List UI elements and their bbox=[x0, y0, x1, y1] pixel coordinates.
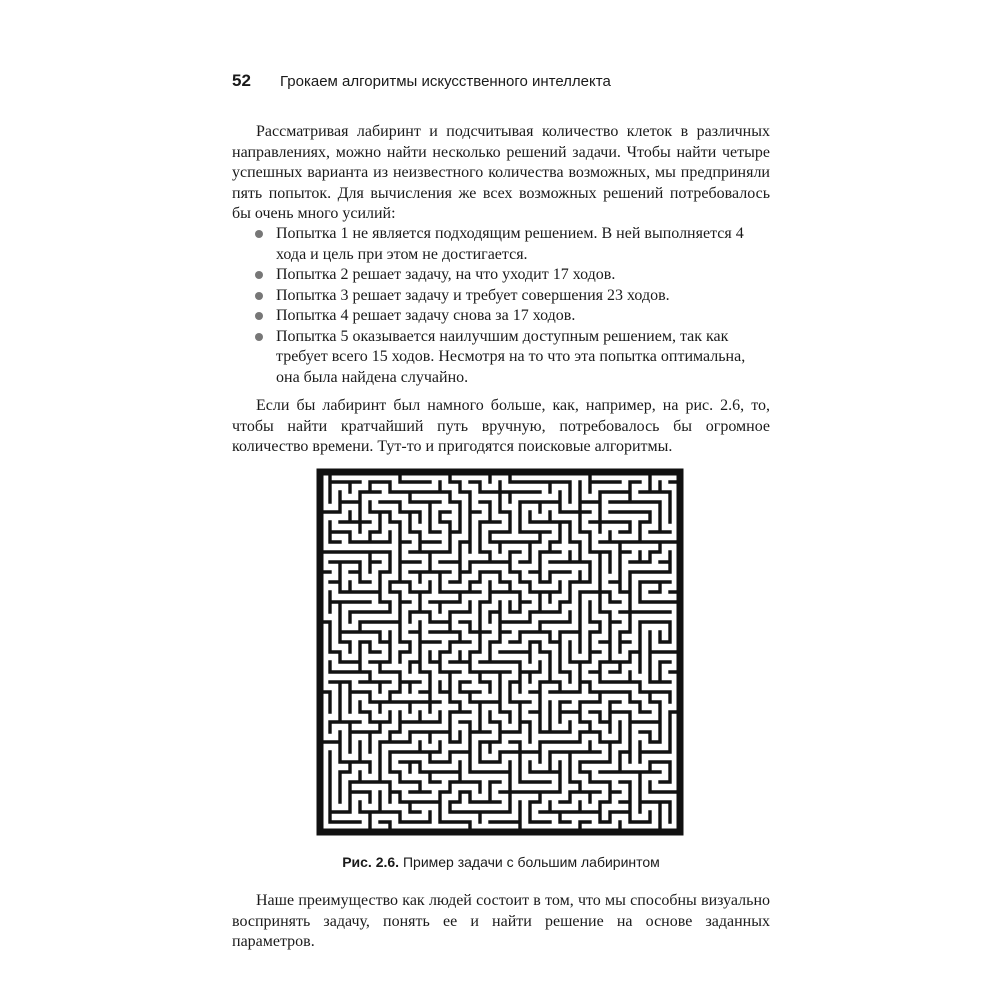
list-item bbox=[232, 265, 770, 286]
bullet-icon bbox=[255, 333, 263, 341]
figure-caption bbox=[232, 853, 770, 871]
maze-figure bbox=[315, 467, 685, 837]
paragraph-conclusion: Наше преимущество как людей состоит в том, что мы способны визуально воспринять задачу, понять ее и найти решение на основе заданных параметров. bbox=[232, 892, 770, 950]
list-item-text: Попытка 5 оказывается наилучшим доступным решением, так как требует всего 15 ходов. Несмотря на то что эта попытка оптимальна, она была найдена случайно. bbox=[276, 327, 746, 386]
list-item-text: Попытка 2 решает задачу, на что уходит 17 ходов. bbox=[276, 266, 616, 283]
list-item bbox=[232, 286, 770, 307]
list-item-text: Попытка 1 не является подходящим решением. В ней выполняется 4 хода и цель при этом не достигается. bbox=[276, 225, 744, 263]
paragraph-intro: Рассматривая лабиринт и подсчитывая количество клеток в различных направлениях, можно найти несколько решений задачи. Чтобы найти четыре успешных варианта из неизвестного количества возможных, мы предприняли пять попыток. Для вычисления же всех возможных решений потребовалось бы очень много усилий: bbox=[232, 123, 770, 222]
list-item bbox=[232, 306, 770, 327]
list-item-text: Попытка 3 решает задачу и требует совершения 23 ходов. bbox=[276, 286, 670, 304]
paragraph-large-maze: Если бы лабиринт был намного больше, как, например, на рис. 2.6, то, чтобы найти кратчайший путь вручную, потребовалось бы огромное количество времени. Тут-то и пригодятся поисковые алгоритмы. bbox=[232, 397, 770, 455]
page-number: 52 bbox=[232, 71, 251, 90]
maze-walls bbox=[320, 472, 680, 832]
list-item bbox=[232, 224, 770, 265]
attempts-list bbox=[232, 224, 770, 388]
caption-label: Рис. 2.6. bbox=[342, 854, 400, 870]
bullet-icon bbox=[255, 230, 263, 238]
caption-text: Пример задачи с большим лабиринтом bbox=[402, 854, 660, 870]
bullet-icon bbox=[255, 271, 263, 279]
maze-image bbox=[315, 467, 685, 837]
bullet-icon bbox=[255, 312, 263, 320]
list-item bbox=[232, 327, 770, 389]
bullet-icon bbox=[255, 292, 263, 300]
page-header bbox=[232, 70, 772, 92]
running-title: Грокаем алгоритмы искусственного интеллекта bbox=[280, 73, 611, 90]
list-item-text: Попытка 4 решает задачу снова за 17 ходов. bbox=[276, 307, 576, 324]
